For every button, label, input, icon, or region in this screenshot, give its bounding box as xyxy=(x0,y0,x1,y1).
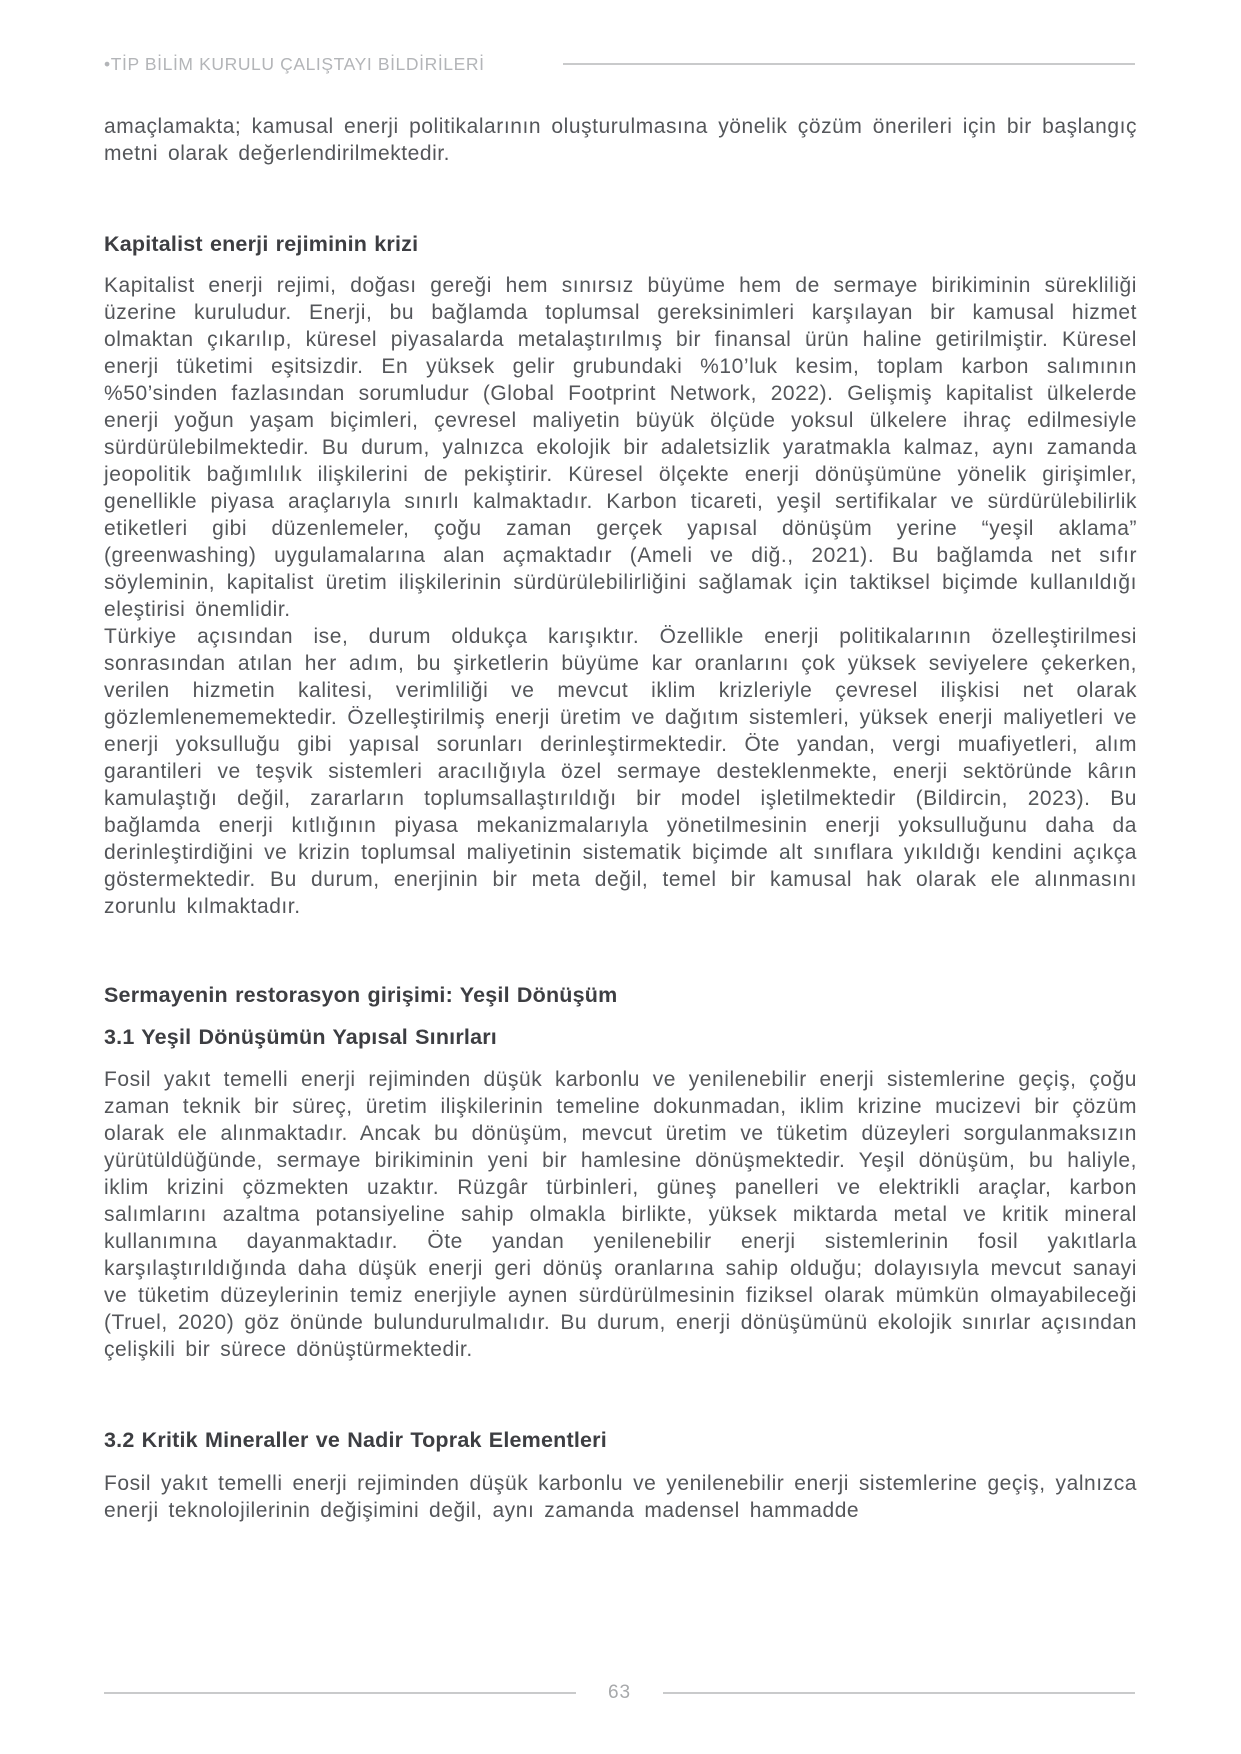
footer-rule-left xyxy=(104,1692,576,1694)
page-content xyxy=(104,113,1137,1524)
subsection-heading-3-2: 3.2 Kritik Mineraller ve Nadir Toprak Elementleri xyxy=(104,1428,607,1452)
page-number: 63 xyxy=(607,1682,632,1703)
running-header-title: •TİP BİLİM KURULU ÇALIŞTAYI BİLDİRİLERİ xyxy=(104,53,485,74)
footer-rule-right xyxy=(663,1692,1135,1694)
paragraph-intro: amaçlamakta; kamusal enerji politikalarının oluşturulmasına yönelik çözüm önerileri için bir başlangıç metni olarak değerlendirilmektedir. xyxy=(104,115,1137,165)
section-heading-green-transition: Sermayenin restorasyon girişimi: Yeşil Dönüşüm xyxy=(104,983,618,1007)
running-header xyxy=(104,52,1135,76)
paragraph-3-2: Fosil yakıt temelli enerji rejiminden düşük karbonlu ve yenilenebilir enerji sistemlerine geçiş, yalnızca enerji teknolojilerinin değişimini değil, aynı zamanda madensel hammadde xyxy=(104,1472,1137,1522)
header-rule xyxy=(563,63,1135,65)
page-footer xyxy=(104,1680,1135,1706)
subsection-heading-3-1: 3.1 Yeşil Dönüşümün Yapısal Sınırları xyxy=(104,1025,497,1049)
section-heading-crisis: Kapitalist enerji rejiminin krizi xyxy=(104,232,419,256)
paragraph-crisis-1: Kapitalist enerji rejimi, doğası gereği hem sınırsız büyüme hem de sermaye birikiminin sürekliliği üzerine kuruludur. Enerji, bu bağlamda toplumsal gereksinimleri karşılayan bir kamusal hizmet olmaktan çıkarılıp, küresel piyasalarda metalaştırılmış bir finansal ürün haline getirilmiştir. Küresel enerji tüketimi eşitsizdir. En yüksek gelir grubundaki %10’luk kesim, toplam karbon salımının %50’sinden fazlasından sorumludur (Global Footprint Network, 2022). Gelişmiş kapitalist ülkelerde enerji yoğun yaşam biçimleri, çevresel maliyetin büyük ölçüde yoksul ülkelere ihraç edilmesiyle sürdürülebilmektedir. Bu durum, yalnızca ekolojik bir adaletsizlik yaratmakla kalmaz, aynı zamanda jeopolitik bağımlılık ilişkilerini de pekiştirir. Küresel ölçekte enerji dönüşümüne yönelik girişimler, genellikle piyasa araçlarıyla sınırlı kalmaktadır. Karbon ticareti, yeşil sertifikalar ve sürdürülebilirlik etiketleri gibi düzenlemeler, çoğu zaman gerçek yapısal dönüşüm yerine “yeşil aklama” (greenwashing) uygulamalarına alan açmaktadır (Ameli ve diğ., 2021). Bu bağlamda net sıfır söyleminin, kapitalist üretim ilişkilerinin sürdürülebilirliğini sağlamak için taktiksel biçimde kullanıldığı eleştirisi önemlidir. xyxy=(104,274,1137,621)
paragraph-crisis-2: Türkiye açısından ise, durum oldukça karışıktır. Özellikle enerji politikalarının özelleştirilmesi sonrasından atılan her adım, bu şirketlerin büyüme kar oranlarını çok yüksek seviyelere çekerken, verilen hizmetin kalitesi, verimliliği ve mevcut iklim krizleriyle çevresel ilişkisi net olarak gözlemlenememektedir. Özelleştirilmiş enerji üretim ve dağıtım sistemleri, yüksek enerji maliyetleri ve enerji yoksulluğu gibi yapısal sorunları derinleştirmektedir. Öte yandan, vergi muafiyetleri, alım garantileri ve teşvik sistemleri aracılığıyla özel sermaye desteklenmekte, enerji sektöründe kârın kamulaştığı değil, zararların toplumsallaştırıldığı bir model işletilmektedir (Bildircin, 2023). Bu bağlamda enerji kıtlığının piyasa mekanizmalarıyla yönetilmesinin enerji yoksulluğunu daha da derinleştirdiğini ve krizin toplumsal maliyetinin sistematik biçimde alt sınıflara yıkıldığı kendini açıkça göstermektedir. Bu durum, enerjinin bir meta değil, temel bir kamusal hak olarak ele alınmasını zorunlu kılmaktadır. xyxy=(104,625,1137,918)
paragraph-3-1: Fosil yakıt temelli enerji rejiminden düşük karbonlu ve yenilenebilir enerji sistemlerine geçiş, çoğu zaman teknik bir süreç, üretim ilişkilerinin temeline dokunmadan, iklim krizine mucizevi bir çözüm olarak ele alınmaktadır. Ancak bu dönüşüm, mevcut üretim ve tüketim düzeyleri sorgulanmaksızın yürütüldüğünde, sermaye birikiminin yeni bir hamlesine dönüşmektedir. Yeşil dönüşüm, bu haliyle, iklim krizini çözmekten uzaktır. Rüzgâr türbinleri, güneş panelleri ve elektrikli araçlar, karbon salımlarını azaltma potansiyeline sahip olmakla birlikte, yüksek miktarda metal ve kritik mineral kullanımına dayanmaktadır. Öte yandan yenilenebilir enerji sistemlerinin fosil yakıtlarla karşılaştırıldığında daha düşük enerji geri dönüş oranlarına sahip olduğu; dolayısıyla mevcut sanayi ve tüketim düzeylerinin temiz enerjiyle aynen sürdürülmesinin fiziksel olarak mümkün olmayabileceği (Truel, 2020) göz önünde bulundurulmalıdır. Bu durum, enerji dönüşümünü ekolojik sınırlar açısından çelişkili bir sürece dönüştürmektedir. xyxy=(104,1068,1137,1361)
